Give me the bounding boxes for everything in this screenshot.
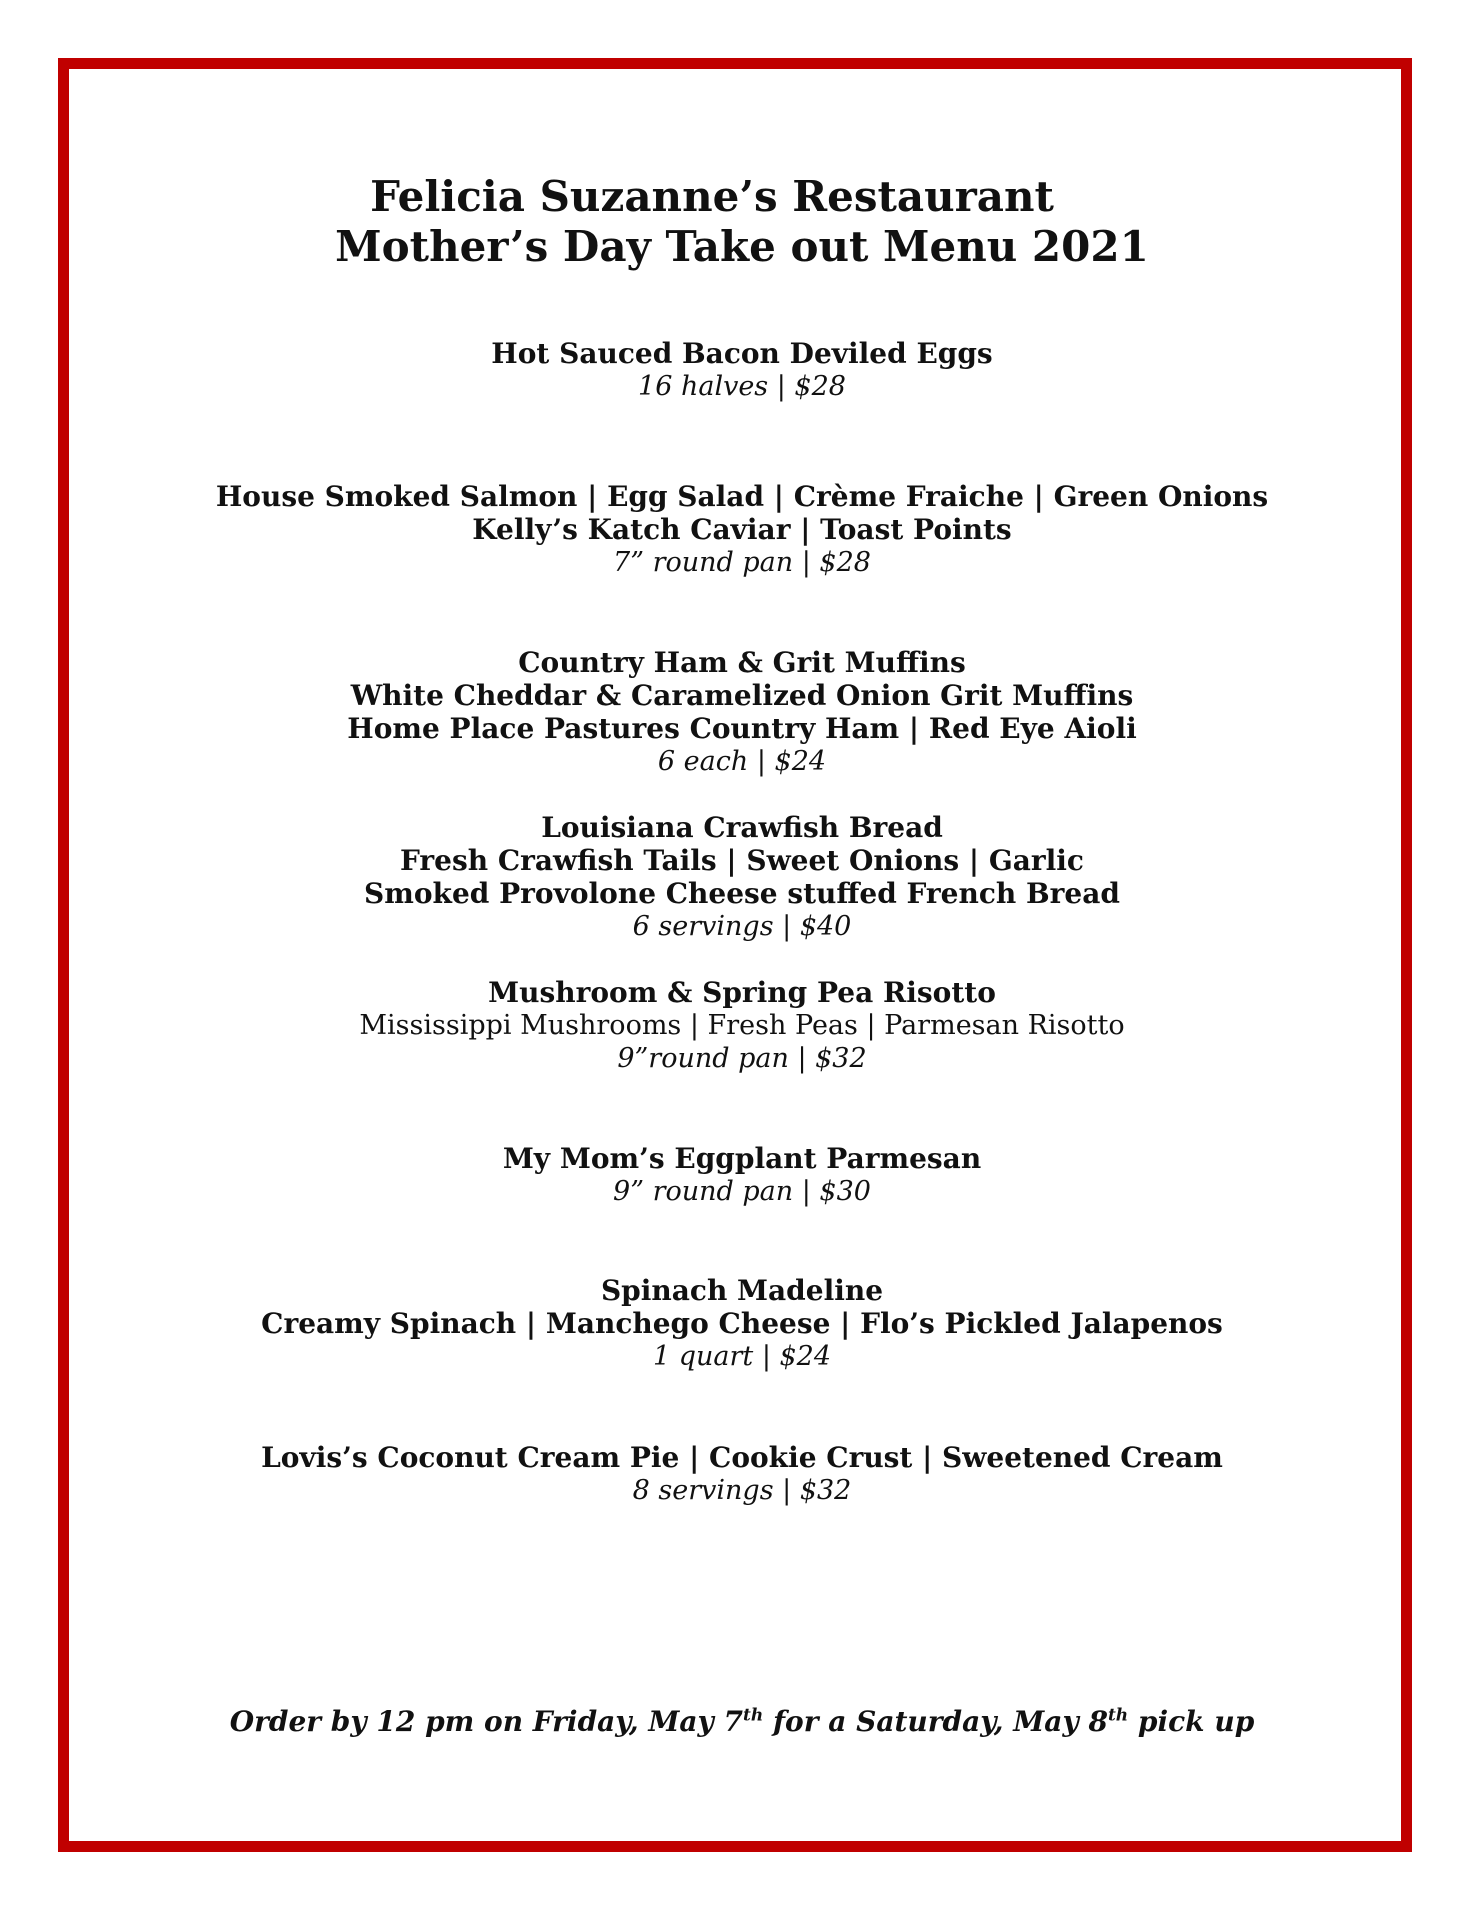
- menu-item-smoked-salmon: [0, 480, 1484, 579]
- menu-item-coconut-cream-pie: [0, 1441, 1484, 1507]
- item-detail: Mississippi Mushrooms | Fresh Peas | Parmesan Risotto: [359, 1010, 1125, 1041]
- item-name: Louisiana Crawfish Bread: [541, 811, 943, 844]
- item-detail: Smoked Provolone Cheese stuffed French Bread: [364, 877, 1120, 910]
- ordinal-suffix: th: [1107, 1705, 1129, 1726]
- menu-item-ham-grit-muffins: [0, 646, 1484, 778]
- item-portion-price: 6 servings | $40: [632, 911, 852, 942]
- menu-item-deviled-eggs: [0, 337, 1484, 403]
- restaurant-title: Felicia Suzanne’s Restaurant: [370, 172, 1054, 221]
- item-portion-price: 8 servings | $32: [632, 1475, 852, 1506]
- item-portion-price: 16 halves | $28: [638, 371, 846, 402]
- menu-item-spinach-madeline: [0, 1274, 1484, 1373]
- item-name: House Smoked Salmon | Egg Salad | Crème Fraiche | Green Onions: [215, 480, 1269, 513]
- item-name: Hot Sauced Bacon Deviled Eggs: [491, 337, 993, 370]
- item-detail: Fresh Crawfish Tails | Sweet Onions | Garlic: [400, 844, 1084, 877]
- menu-item-risotto: [0, 976, 1484, 1075]
- menu-title: Mother’s Day Take out Menu 2021: [335, 222, 1149, 271]
- item-name: My Mom’s Eggplant Parmesan: [502, 1142, 982, 1175]
- item-detail: White Cheddar & Caramelized Onion Grit Muffins: [350, 679, 1134, 712]
- item-portion-price: 9”round pan | $32: [617, 1043, 867, 1074]
- item-detail: Creamy Spinach | Manchego Cheese | Flo’s Pickled Jalapenos: [261, 1307, 1223, 1340]
- item-name: Spinach Madeline: [600, 1274, 884, 1307]
- menu-item-eggplant-parmesan: [0, 1142, 1484, 1208]
- order-deadline-note: [0, 1704, 1484, 1740]
- item-detail: Kelly’s Katch Caviar | Toast Points: [472, 513, 1012, 546]
- item-portion-price: 1 quart | $24: [652, 1341, 832, 1372]
- item-name: Mushroom & Spring Pea Risotto: [488, 976, 996, 1009]
- item-name: Lovis’s Coconut Cream Pie | Cookie Crust | Sweetened Cream: [261, 1441, 1223, 1474]
- menu-item-crawfish-bread: [0, 811, 1484, 943]
- order-note-text: for a Saturday, May 8: [763, 1705, 1108, 1738]
- menu-border: [58, 58, 1412, 1852]
- ordinal-suffix: th: [743, 1705, 764, 1726]
- item-portion-price: 7” round pan | $28: [613, 547, 871, 578]
- order-note-text: Order by 12 pm on Friday, May 7: [229, 1705, 744, 1738]
- order-note-text: pick up: [1128, 1705, 1255, 1738]
- item-portion-price: 9” round pan | $30: [613, 1176, 871, 1207]
- item-detail: Home Place Pastures Country Ham | Red Eye Aioli: [347, 712, 1137, 745]
- item-name: Country Ham & Grit Muffins: [518, 646, 966, 679]
- item-portion-price: 6 each | $24: [657, 746, 827, 777]
